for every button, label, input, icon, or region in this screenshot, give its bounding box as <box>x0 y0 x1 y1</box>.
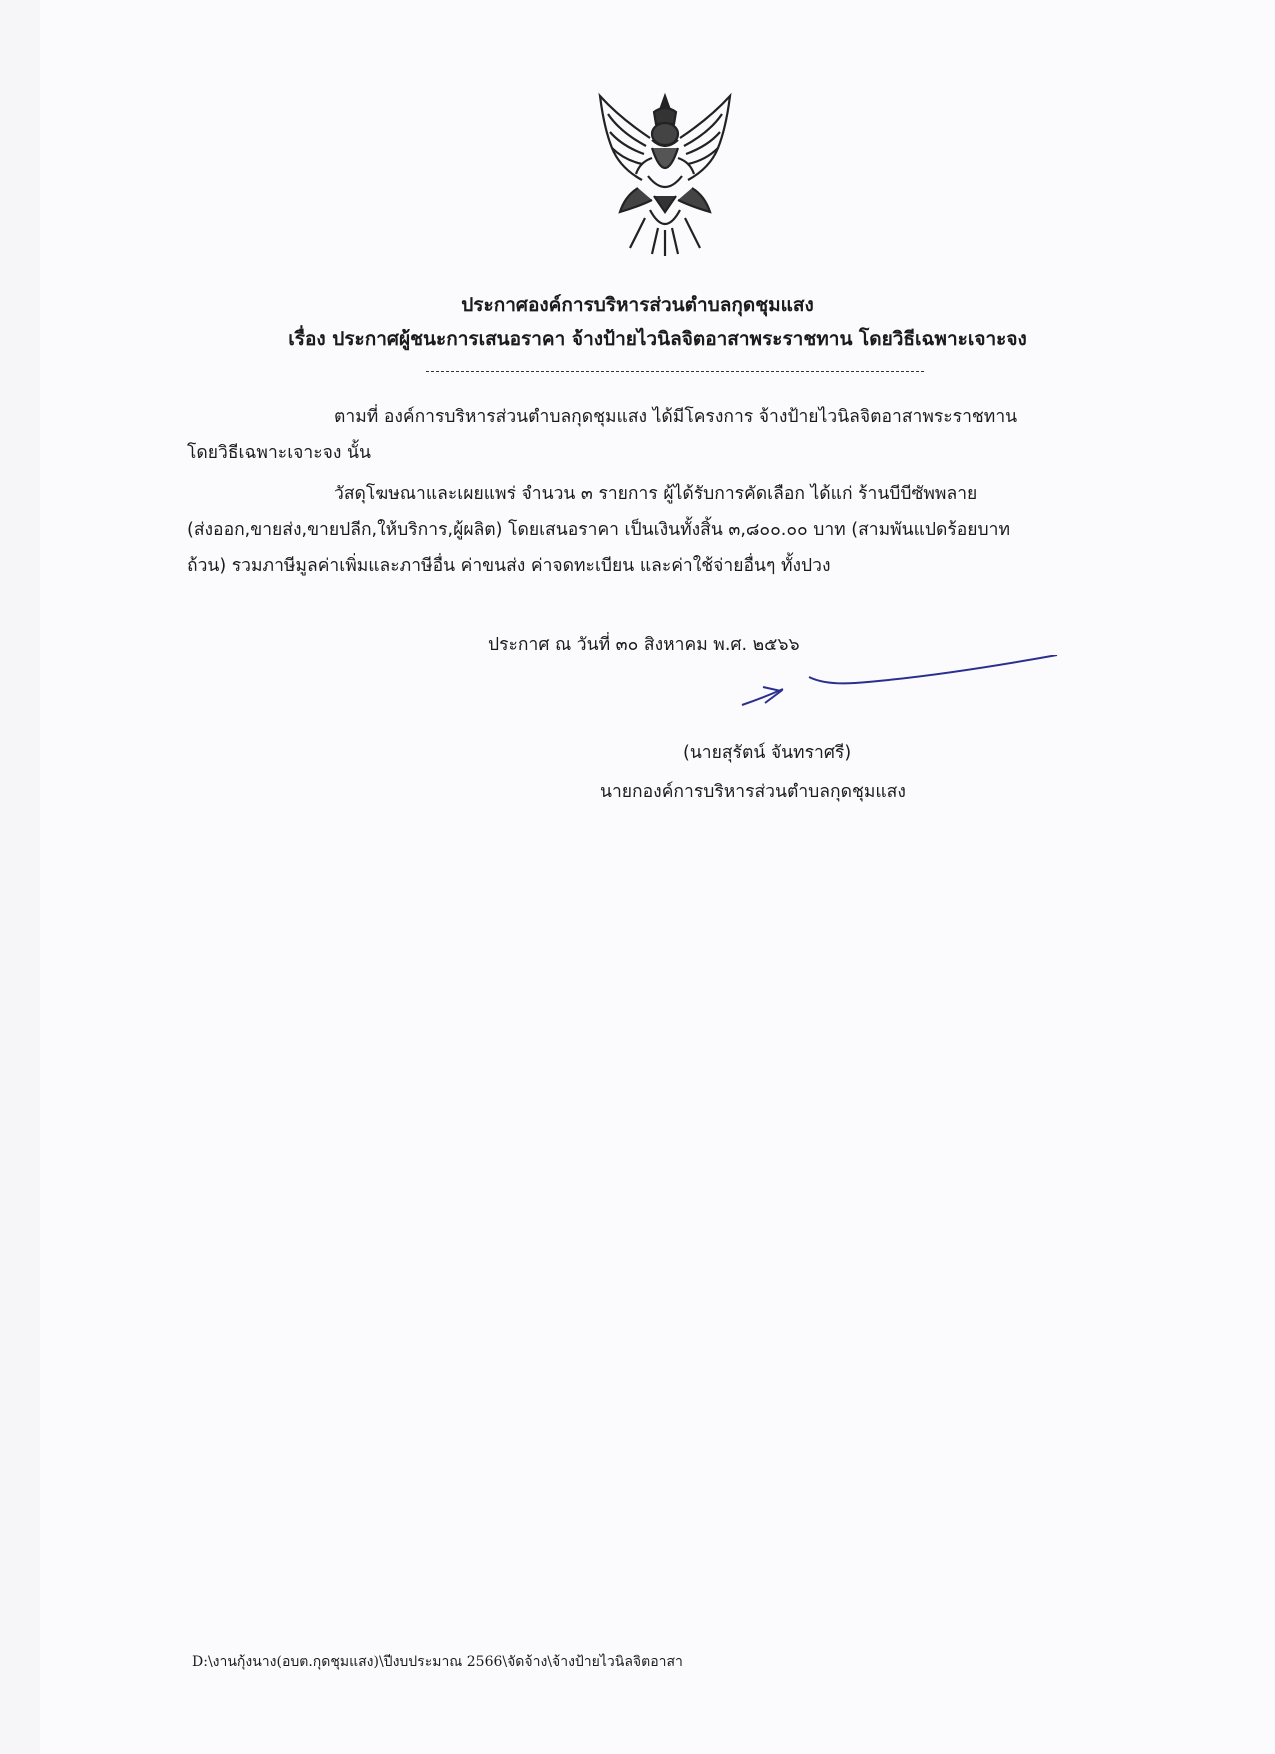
paragraph-2-line-2: (ส่งออก,ขายส่ง,ขายปลีก,ให้บริการ,ผู้ผลิต) โดยเสนอราคา เป็นเงินทั้งสิ้น ๓,๘๐๐.๐๐ บาท (สามพันแปดร้อยบาท <box>187 520 1011 540</box>
signatory-position: นายกองค์การบริหารส่วนตำบลกุดชุมแสง <box>600 782 906 802</box>
date-line: ประกาศ ณ วันที่ ๓๐ สิงหาคม พ.ศ. ๒๕๖๖ <box>488 635 800 655</box>
announcement-title: ประกาศองค์การบริหารส่วนตำบลกุดชุมแสง <box>461 294 814 316</box>
paragraph-1-line-1: ตามที่ องค์การบริหารส่วนตำบลกุดชุมแสง ได้มีโครงการ จ้างป้ายไวนิลจิตอาสาพระราชทาน <box>334 407 1018 427</box>
announcement-subject: เรื่อง ประกาศผู้ชนะการเสนอราคา จ้างป้ายไวนิลจิตอาสาพระราชทาน โดยวิธีเฉพาะเจาะจง <box>288 328 1027 350</box>
file-path-footer: D:\งานกุ้งนาง(อบต.กุดชุมแสง)\ปีงบประมาณ 2566\จัดจ้าง\จ้างป้ายไวนิลจิตอาสา <box>192 1654 683 1670</box>
divider <box>426 371 924 372</box>
garuda-emblem-icon <box>590 88 740 258</box>
document-page <box>40 0 1275 1754</box>
paragraph-1-line-2: โดยวิธีเฉพาะเจาะจง นั้น <box>187 443 371 463</box>
paragraph-2-line-1: วัสดุโฆษณาและเผยแพร่ จำนวน ๓ รายการ ผู้ได้รับการคัดเลือก ได้แก่ ร้านบีบีซัพพลาย <box>334 484 978 504</box>
signature-icon <box>735 655 1075 715</box>
signatory-name: (นายสุรัตน์ จันทราศรี) <box>683 743 852 763</box>
paragraph-2-line-3: ถ้วน) รวมภาษีมูลค่าเพิ่มและภาษีอื่น ค่าขนส่ง ค่าจดทะเบียน และค่าใช้จ่ายอื่นๆ ทั้งปวง <box>187 556 831 576</box>
